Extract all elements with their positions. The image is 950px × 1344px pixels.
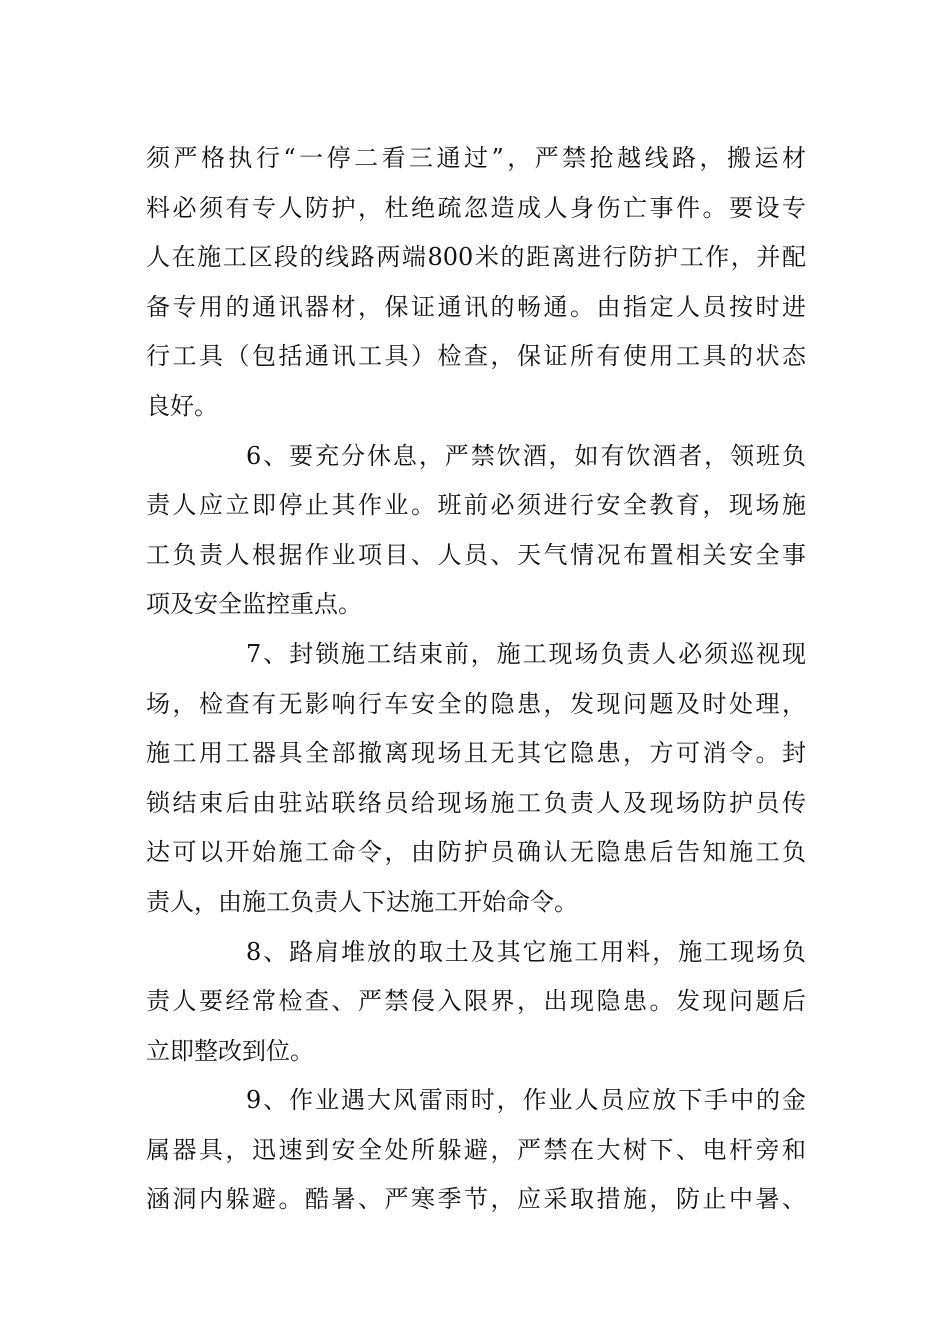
paragraph-8-start: 8、路肩堆放的取土及其它施工用料，施工现场负	[246, 937, 806, 966]
text-line: 人在施工区段的线路两端800米的距离进行防护工作，并配	[146, 243, 806, 272]
text-line: 良好。	[146, 391, 218, 420]
text-line: 项及安全监控重点。	[146, 590, 362, 619]
text-line: 须严格执行“一停二看三通过”，严禁抢越线路，搬运材	[146, 144, 806, 172]
document-body	[146, 134, 806, 1225]
text-line: 达可以开始施工命令，由防护员确认无隐患后告知施工负	[146, 838, 806, 867]
text-line: 责人，由施工负责人下达施工开始命令。	[146, 887, 578, 916]
paragraph-9-start: 9、作业遇大风雷雨时，作业人员应放下手中的金	[246, 1086, 806, 1115]
text-line: 行工具（包括通讯工具）检查，保证所有使用工具的状态	[146, 342, 806, 371]
text-line: 料必须有专人防护，杜绝疏忽造成人身伤亡事件。要设专	[146, 193, 806, 222]
text-line: 备专用的通讯器材，保证通讯的畅通。由指定人员按时进	[146, 292, 806, 321]
paragraph-7-start: 7、封锁施工结束前，施工现场负责人必须巡视现	[246, 639, 806, 668]
text-line: 锁结束后由驻站联络员给现场施工负责人及现场防护员传	[146, 788, 806, 817]
text-line: 属器具，迅速到安全处所躲避，严禁在大树下、电杆旁和	[146, 1135, 806, 1164]
text-line: 立即整改到位。	[146, 1036, 314, 1065]
text-line: 责人应立即停止其作业。班前必须进行安全教育，现场施	[146, 491, 806, 520]
text-line: 涵洞内躲避。酷暑、严寒季节，应采取措施，防止中暑、	[146, 1185, 806, 1214]
text-line: 责人要经常检查、严禁侵入限界，出现隐患。发现问题后	[146, 987, 806, 1016]
text-line: 工负责人根据作业项目、人员、天气情况布置相关安全事	[146, 540, 806, 569]
text-line: 场，检查有无影响行车安全的隐患，发现问题及时处理，	[146, 689, 806, 718]
paragraph-6-start: 6、要充分休息，严禁饮酒，如有饮酒者，领班负	[246, 441, 806, 470]
text-line: 施工用工器具全部撤离现场且无其它隐患，方可消令。封	[146, 739, 806, 768]
